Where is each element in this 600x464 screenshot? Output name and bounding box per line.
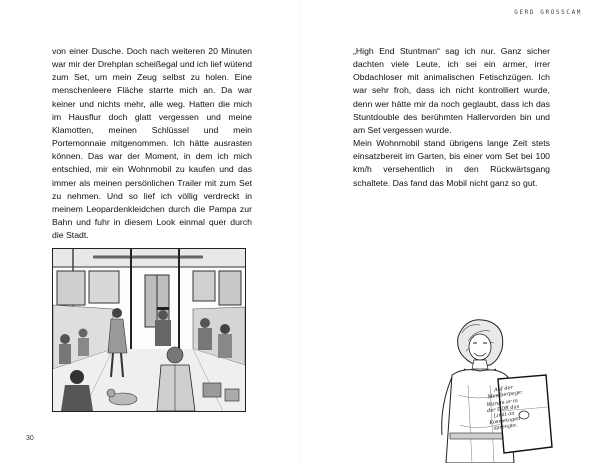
right-paragraph-2: Mein Wohnmobil stand übrigens lange Zeit stets einsatzbereit im Garten, bis einer vom Set bei 100 km/h versehentlich in den Rückwärtsgang schaltete. Das fand das Mobil nicht ganz so gut. <box>353 138 550 188</box>
subway-drawing <box>53 249 245 411</box>
sign-text-teaser: Warum er in der DDR das Limit an Kosmetagen sprengte. <box>486 397 521 432</box>
page-number: 30 <box>26 435 34 442</box>
left-page-body <box>52 45 252 242</box>
right-paragraph-1: „High End Stuntman“ sag ich nur. Ganz sicher dachten viele Leute, ich sei ein armer, irrer Obdachloser mit animalischen Fetischzügen. Ich war sehr froh, dass ich nicht kontrolliert wurde, denn wer hätte mir da noch geglaubt, dass ich das Stuntdouble des berühmten Hallervorden bin und am Set vergessen wurde. <box>353 46 550 135</box>
right-page-body <box>353 45 550 190</box>
subway-illustration <box>52 248 246 412</box>
left-paragraph: von einer Dusche. Doch nach weiteren 20 Minuten war mir der Drehplan scheißegal und ich lief wütend zum Set, um mein Zeug selbst zu holen. Eine menschenleere Fläche starrte mich an. Da war keiner und nichts mehr, alle weg. Hatten die mich im Hausflur doch glatt vergessen und meine Klamotten, meinen Schlüssel und mein Portemonnaie mitgenommen. Ich hätte ausrasten können. Das war der Moment, in dem ich mich entschied, mir ein Wohnmobil zu kaufen und das immer als meinen persönlichen Trailer mit zum Set zu nehmen. Und so lief ich völlig verdreckt in meinem Leopardenkleidchen durch die Pampa zur Bahn und fuhr in diesem Look einmal quer durch die Stadt. <box>52 46 252 241</box>
running-head: GERD GROSSCAM <box>514 9 582 16</box>
sign-text-memberpage: Auf der Memberpage: <box>487 384 524 401</box>
